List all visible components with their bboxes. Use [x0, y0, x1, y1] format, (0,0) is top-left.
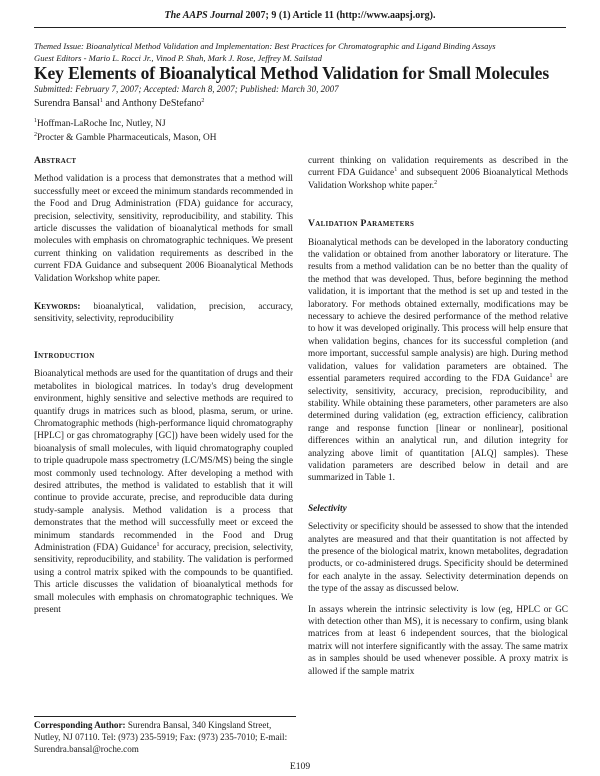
- corresponding-author: [34, 719, 296, 755]
- page-number: E109: [289, 761, 311, 772]
- keywords-text: bioanalytical, validation, precision, accuracy, sensitivity, selectivity, reproducibility: [34, 302, 293, 325]
- introduction-heading: Introduction: [34, 349, 95, 361]
- author-1: Surendra Bansal: [34, 98, 100, 109]
- themed-issue-line: Themed Issue: Bioanalytical Method Validation and Implementation: Best Practices for Chromatographic and Ligand Binding Assays: [34, 41, 496, 51]
- article-title: Key Elements of Bioanalytical Method Validation for Small Molecules: [34, 63, 550, 83]
- intro-continued: [308, 155, 568, 192]
- validation-text-2: are selectivity, sensitivity, accuracy, precision, reproducibility, and stability. While obtaining these parameters, other parameters are also determined during validation (eg, extraction efficiency, calibration range and response function [linear or nonlinear], positional differences within an analytical run, and dilution integrity for analyzing above limit of quantitation [ALQ] samples). These validation parameters are described below in detail and are summarized in Table 1.: [308, 374, 568, 484]
- intro-cont-text-1: current thinking on validation requirements as described in the current FDA Guidance: [308, 156, 568, 179]
- abstract-text: Method validation is a process that demonstrates that a method will successfully meet or exceed the minimum standards recommended in the Food and Drug Administration (FDA) guidance for accuracy, precision, selectivity, sensitivity, reproducibility, and stability. This article discusses the validation of bioanalytical methods for small molecules with emphasis on chromatographic techniques. We present current thinking on validation requirements as described in the current FDA Guidance and subsequent 2006 Bioanalytical Methods Validation Workshop white paper.: [34, 174, 293, 284]
- header-rule: [34, 27, 566, 28]
- corresponding-text: Surendra Bansal, 340 Kingsland Street, Nutley, NJ 07110. Tel: (973) 235-5919; Fax: (973) 235-7010; E-mail: Surendra.bansal@roche.com: [34, 720, 288, 754]
- guest-editors-line: Guest Editors - Mario L. Rocci Jr., Vinod P. Shah, Mark J. Rose, Jeffrey M. Sailstad: [34, 53, 322, 63]
- author-2: and Anthony DeStefano: [102, 98, 202, 109]
- validation-ref-1: 1: [549, 373, 553, 380]
- corresponding-rule: [34, 716, 296, 717]
- journal-citation: 2007; 9 (1) Article 11 (http://www.aapsj.org).: [243, 10, 436, 21]
- author-2-affil: 2: [201, 98, 205, 104]
- intro-cont-ref-2: 2: [434, 179, 438, 186]
- intro-cont-text-2: and subsequent 2006 Bioanalytical Methods Validation Workshop white paper.: [308, 168, 568, 191]
- author-1-affil: 1: [99, 98, 103, 104]
- left-column: [34, 155, 293, 616]
- abstract-heading: Abstract: [34, 155, 77, 166]
- affiliations: [34, 117, 216, 145]
- right-column: [308, 155, 568, 678]
- intro-ref-1: 1: [156, 541, 160, 548]
- keywords-label: Keywords:: [34, 302, 81, 313]
- journal-header: [0, 10, 600, 21]
- affiliation-2-text: Procter & Gamble Pharmaceuticals, Mason, OH: [37, 133, 217, 143]
- keywords: [34, 301, 293, 326]
- affiliation-1: [34, 117, 216, 131]
- author-line: [34, 98, 204, 109]
- selectivity-paragraph-2: In assays wherein the intrinsic selectivity is low (eg, HPLC or GC with detection other than MS), it is necessary to confirm, using blank matrices from at least 6 independent sources, that the biological matrix will not interfere significantly with the assay. The same matrix as in samples should be used whenever possible. A proxy matrix is allowed if the sample matrix: [308, 604, 568, 677]
- theme-block: [34, 40, 569, 64]
- validation-parameters-heading: Validation Parameters: [308, 218, 415, 230]
- affiliation-1-text: Hoffman-LaRoche Inc, Nutley, NJ: [37, 119, 166, 129]
- validation-text-1: Bioanalytical methods can be developed in the laboratory conducting the validation or obtained from another laboratory or literature. The results from a method validation can be no better than the quality of the method that was developed. Thus, before beginning the method validation, it is important that the method is set up and tested in the laboratory. For methods obtained externally, modifications may be necessary to achieve the desired performance of the method relative to how it was developed originally. This process will help ensure that when validation begins, chances for its successful completion (and more important, successful sample analysis) are high. During method validation, values for validation parameters are obtained. The essential parameters required according to the FDA Guidance: [308, 237, 568, 385]
- corresponding-label: Corresponding Author:: [34, 720, 126, 730]
- journal-name: The AAPS Journal: [164, 10, 244, 21]
- affiliation-2: [34, 131, 216, 145]
- publication-dates: Submitted: February 7, 2007; Accepted: March 8, 2007; Published: March 30, 2007: [34, 84, 339, 94]
- affiliation-1-mark: 1: [34, 118, 37, 124]
- introduction-paragraph: [34, 368, 293, 616]
- validation-paragraph: [308, 237, 568, 485]
- intro-cont-ref-1: 1: [394, 167, 398, 174]
- affiliation-2-mark: 2: [34, 132, 37, 138]
- intro-text-2: for accuracy, precision, selectivity, sensitivity, reproducibility, and stability. The validation is performed using a control matrix spiked with the compounds to be quantified. This article discusses the validation of bioanalytical methods for small molecules with emphasis on chromatographic techniques. We present: [34, 542, 293, 615]
- selectivity-paragraph-1: Selectivity or specificity should be assessed to show that the intended analytes are measured and that their quantitation is not affected by the presence of the biological matrix, known metabolites, degradation products, or co-administered drugs. Specificity should be determined for each analyte in the assay. Selectivity determination depends on the type of the assay as discussed below.: [308, 522, 568, 595]
- selectivity-heading: Selectivity: [308, 503, 347, 514]
- intro-text-1: Bioanalytical methods are used for the quantitation of drugs and their metabolites in biological matrices. In today's drug development environment, highly sensitive and selective methods are required to quantify drugs in matrices such as blood, plasma, serum, or urine. Chromatographic methods (high-performance liquid chromatography [HPLC] or gas chromatography [GC]) have been widely used for the bioanalysis of small molecules, with liquid chromatography coupled to triple quadrupole mass spectrometry (LC/MS/MS) being the single most commonly used technology. After developing a method with desired attributes, the method is validated to establish that it will continue to provide accurate, precise, and reproducible data during study-sample analysis. Method validation is a process that demonstrates that the method will successfully meet or exceed the minimum standards recommended in the Food and Drug Administration (FDA) Guidance: [34, 369, 293, 553]
